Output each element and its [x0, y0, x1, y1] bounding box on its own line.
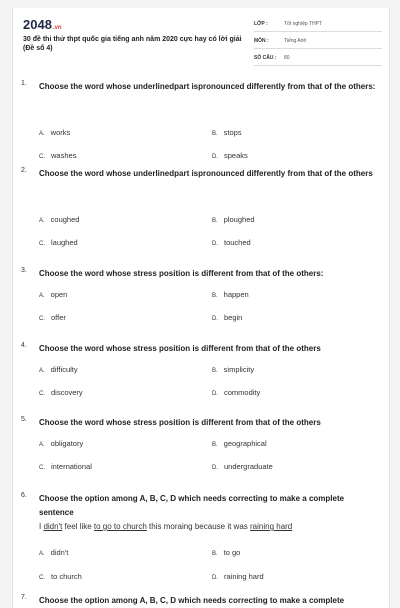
question-text: Choose the word whose stress position is different from that of the others — [39, 344, 321, 353]
option-c[interactable]: C. laughed — [39, 238, 78, 247]
option-a[interactable]: A. obligatory — [39, 439, 84, 448]
option-b[interactable]: B. geographical — [212, 439, 267, 448]
option-c[interactable]: C. international — [39, 462, 92, 471]
option-b[interactable]: B. ploughed — [212, 215, 255, 224]
question-text: Choose the option among A, B, C, D which needs correcting to make a complete sentence — [39, 494, 345, 517]
option-d[interactable]: D. commodity — [212, 388, 261, 397]
option-c[interactable]: C. washes — [39, 151, 77, 160]
question-number: 3. — [21, 267, 27, 274]
question-number: 5. — [21, 416, 27, 423]
meta-row-class: LỚP : Tốt nghiệp THPT — [254, 17, 382, 32]
document-title: 30 đề thi thử thpt quốc gia tiếng anh năm 2020 cực hay có lời giải (Đề số 4) — [23, 36, 242, 52]
option-b[interactable]: B. stops — [212, 128, 242, 137]
option-a[interactable]: A. didn't — [39, 548, 69, 557]
option-b[interactable]: B. simplicity — [212, 365, 255, 374]
option-d[interactable]: D. raining hard — [212, 572, 264, 581]
question-number: 2. — [21, 167, 27, 174]
option-a[interactable]: A. open — [39, 290, 68, 299]
question-sentence: I didn't feel like to go to church this moraing because it was raining hard — [39, 522, 293, 531]
option-c[interactable]: C. to church — [39, 572, 82, 581]
meta-row-subject: MÔN : Tiếng Anh — [254, 34, 382, 49]
question-number: 4. — [21, 342, 27, 349]
document-header — [13, 8, 389, 62]
question-text: Choose the word whose underlinedpart ispronounced differently from that of the others — [39, 169, 373, 178]
question-text: Choose the word whose stress position is different from that of the others: — [39, 269, 324, 278]
question-text: Choose the word whose stress position is different from that of the others — [39, 418, 321, 427]
question-number: 7. — [21, 594, 27, 601]
option-c[interactable]: C. discovery — [39, 388, 83, 397]
question-text: Choose the word whose underlinedpart ispronounced differently from that of the others: — [39, 82, 376, 91]
option-a[interactable]: A. difficulty — [39, 365, 78, 374]
option-b[interactable]: B. happen — [212, 290, 249, 299]
question-number: 1. — [21, 80, 27, 87]
exam-meta — [254, 17, 382, 68]
option-d[interactable]: D. speaks — [212, 151, 248, 160]
option-c[interactable]: C. offer — [39, 313, 66, 322]
option-d[interactable]: D. undergraduate — [212, 462, 273, 471]
question-number: 6. — [21, 492, 27, 499]
site-logo[interactable]: 2048.vn — [23, 17, 62, 32]
document-page — [12, 8, 390, 608]
option-d[interactable]: D. begin — [212, 313, 243, 322]
option-a[interactable]: A. coughed — [39, 215, 80, 224]
meta-row-question-count: SỐ CÂU : 80 — [254, 51, 382, 66]
option-d[interactable]: D. touched — [212, 238, 251, 247]
question-text: Choose the option among A, B, C, D which needs correcting to make a complete — [39, 596, 345, 605]
option-b[interactable]: B. to go — [212, 548, 241, 557]
option-a[interactable]: A. works — [39, 128, 71, 137]
